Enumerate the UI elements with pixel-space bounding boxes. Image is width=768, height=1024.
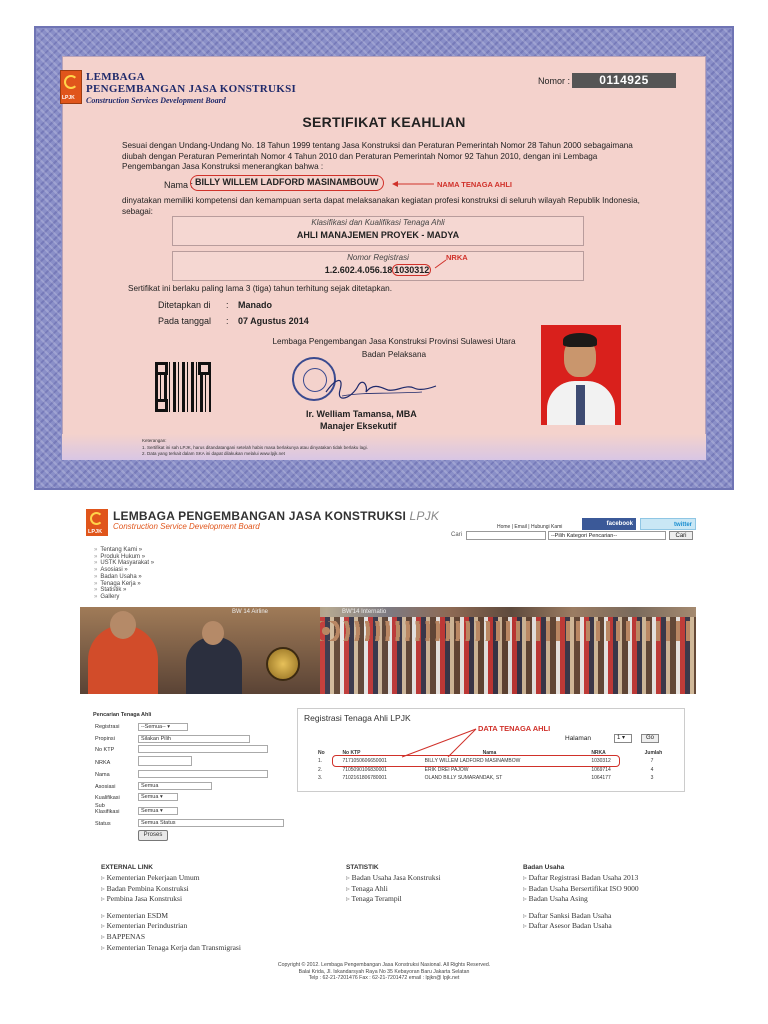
tanggal-colon: : — [226, 316, 229, 326]
tanggal-label: Pada tanggal — [158, 316, 212, 326]
search-label: Cari — [451, 532, 463, 538]
tanggal-value: 07 Agustus 2014 — [238, 316, 309, 326]
ditetapkan-colon: : — [226, 300, 229, 310]
footer-col-title: EXTERNAL LINK — [101, 864, 153, 871]
name-label: Nama : — [164, 180, 194, 190]
footer-link[interactable]: ▹ Pembina Jasa Konstruksi — [101, 894, 241, 905]
col-nama: Nama — [482, 750, 497, 756]
cell-ktp: 7171050606650001 — [342, 758, 387, 765]
subklas-select[interactable]: Semua ▾ — [138, 807, 178, 815]
propinsi-select[interactable]: Silakan Pilih — [138, 735, 250, 743]
registrasi-label: Nomor Registrasi — [347, 253, 409, 262]
halaman-label: Halaman — [565, 735, 592, 742]
copyright-line: Balai Krida, Jl. Iskandarsyah Raya No 35 Kebayoran Baru Jakarta Selatan — [298, 968, 470, 975]
asosiasi-label: Asosiasi — [95, 784, 116, 790]
go-button[interactable]: Go — [641, 734, 659, 743]
banner-person-head — [110, 611, 136, 639]
facebook-button[interactable]: facebook — [582, 518, 636, 530]
propinsi-label: Propinsi — [95, 736, 115, 742]
nama-input[interactable] — [138, 770, 268, 778]
nav-item-gallery[interactable]: » Gallery — [94, 594, 154, 601]
cell-nrka: 1069714 — [591, 766, 611, 773]
cell-nama[interactable]: OLAND BILLY SUMARANDAK, ST — [424, 775, 503, 782]
cell-jumlah: 4 — [650, 766, 654, 773]
main-nav — [94, 547, 154, 601]
footer-link[interactable]: ▹ Kementerian Pekerjaan Umum — [101, 873, 241, 884]
cert-org-line1: LEMBAGA — [86, 71, 145, 83]
status-select[interactable]: Semua Status — [138, 819, 284, 827]
footer-link[interactable]: ▹ Kementerian Perindustrian — [101, 921, 241, 932]
footer-col-external — [101, 864, 241, 953]
cell-no: 1. — [318, 758, 323, 765]
name-value: BILLY WILLEM LADFORD MASINAMBOUW — [190, 175, 384, 191]
footer-col-title: STATISTIK — [346, 864, 379, 871]
cert-org-line2: PENGEMBANGAN JASA KONSTRUKSI — [86, 83, 297, 95]
banner-photo — [80, 607, 696, 694]
ktp-input[interactable] — [138, 745, 268, 753]
subklas-label: Sub Klasifikasi — [95, 803, 120, 815]
registrasi-label: Registrasi — [95, 724, 120, 730]
col-nrka: NRKA — [591, 750, 606, 756]
qr-code-icon — [155, 362, 211, 412]
halaman-select[interactable]: 1 ▾ — [614, 734, 632, 743]
banner-caption: BW'14 Internatio — [342, 609, 387, 615]
footer-col-statistik — [346, 864, 441, 905]
registrasi-prefix: 1.2.602.4.056.18 — [324, 265, 393, 275]
nomor-value: 0114925 — [572, 73, 676, 88]
footer-link[interactable]: ▹ Badan Usaha Asing — [523, 894, 639, 905]
twitter-button[interactable]: twitter — [640, 518, 696, 530]
nav-item-ustk[interactable]: » USTK Masyarakat » — [94, 560, 154, 567]
search-panel — [93, 710, 289, 846]
note-item: 2. Data yang terkait dalam SKA ini dapat dilakukan melalui www.lpjk.net — [142, 451, 285, 456]
signature-icon — [322, 372, 442, 402]
status-label: Status — [95, 821, 111, 827]
site-subtitle: Construction Service Development Board — [113, 522, 260, 531]
certificate-title: SERTIFIKAT KEAHLIAN — [302, 114, 466, 130]
cell-ktp: 7102161806780001 — [342, 775, 387, 782]
cell-nrka: 1064177 — [591, 775, 611, 782]
search-panel-title: Pencarian Tenaga Ahli — [93, 712, 152, 718]
footer-link[interactable]: ▹ Daftar Registrasi Badan Usaha 2013 — [523, 873, 639, 884]
signer-role: Manajer Eksekutif — [320, 421, 397, 431]
copyright-line: Telp : 62-21-7201476 Fax : 62-21-7201472 email : lpjkn@ lpjk.net — [308, 975, 460, 981]
signer-name: Ir. Welliam Tamansa, MBA — [306, 409, 417, 419]
asosiasi-select[interactable]: Semua — [138, 782, 212, 790]
footer-link[interactable]: ▹ Tenaga Terampil — [346, 894, 441, 905]
klasifikasi-label: Klasifikasi dan Kualifikasi Tenaga Ahli — [311, 218, 445, 227]
search-category-select[interactable]: --Pilih Kategori Pencarian-- — [548, 531, 666, 540]
result-title: Registrasi Tenaga Ahli LPJK — [304, 713, 411, 723]
cell-no: 2. — [318, 766, 323, 773]
qr-finder — [198, 362, 211, 375]
nav-item-asosiasi[interactable]: » Asosiasi » — [94, 567, 154, 574]
cell-no: 3. — [318, 775, 323, 782]
nomor-label: Nomor : — [538, 76, 571, 86]
registrasi-nrka: 1030312 — [394, 265, 430, 275]
nav-item-badan-usaha[interactable]: » Badan Usaha » — [94, 574, 154, 581]
badan-pelaksana: Badan Pelaksana — [361, 350, 427, 359]
footer-link[interactable]: ▹ Badan Usaha Jasa Konstruksi — [346, 873, 441, 884]
footer-link[interactable]: ▹ Daftar Sanksi Badan Usaha — [523, 911, 639, 922]
klasifikasi-box — [172, 216, 584, 246]
site-logo-text: LPJK — [88, 529, 103, 535]
site-name — [113, 509, 439, 523]
gong-icon — [266, 647, 300, 681]
footer-col-badan-usaha — [523, 864, 639, 932]
site-name-abbr: LPJK — [409, 509, 440, 523]
registrasi-box — [172, 251, 584, 281]
logo-swirl-icon — [90, 512, 103, 525]
site-logo[interactable] — [86, 509, 108, 536]
cell-nama[interactable]: ERIK DREI PAJOW — [424, 766, 469, 773]
name-annotation-arrow — [392, 180, 436, 188]
holder-photo — [541, 325, 621, 425]
footer-link[interactable]: ▹ BAPPENAS — [101, 932, 241, 943]
copyright-line: Copyright © 2012. Lembaga Pengembangan Jasa Konstruksi Nasional. All Rights Reserved. — [277, 962, 491, 968]
photo-hair — [563, 333, 597, 347]
ktp-label: No KTP — [95, 747, 115, 753]
cert-org-line3: Construction Services Development Board — [86, 96, 226, 105]
banner-caption: BW 14 Airline — [232, 609, 269, 615]
nrka-input[interactable] — [138, 756, 192, 766]
search-button[interactable]: Cari — [669, 531, 693, 540]
qr-finder — [155, 362, 168, 375]
col-ktp: No KTP — [342, 750, 361, 756]
lpjk-logo — [60, 70, 82, 104]
certificate-intro: Sesuai dengan Undang-Undang No. 18 Tahun 1999 tentang Jasa Konstruksi dan Peraturan Pemerintah Nomor 28 Tahun 2000 sebagaimana diubah dengan Peraturan Pemerintah Nomor 4 Tahun 2010 dan Peraturan Pemerintah Nomor 92 Tahun 2010, dengan ini Lembaga Pengembangan Jasa Konstruksi menerangkan bahwa : — [122, 141, 633, 171]
validity-text: Sertifikat ini berlaku paling lama 3 (tiga) tahun terhitung sejak ditetapkan. — [128, 284, 392, 293]
registrasi-value — [173, 264, 583, 277]
competence-text: dinyatakan memiliki kompetensi dan kemampuan serta dapat melaksanakan kegiatan profesi konstruksi di seluruh wilayah Republik Indonesia, sebagai: — [122, 196, 640, 216]
copyright — [0, 962, 768, 982]
photo-tie — [576, 385, 585, 425]
cell-nrka: 1030312 — [591, 758, 611, 765]
logo-swirl-icon — [64, 75, 78, 89]
col-jumlah: Jumlah — [644, 750, 663, 756]
top-links[interactable]: Home | Email | Hubungi Kami — [497, 524, 563, 530]
footer-link[interactable]: ▹ Badan Pembina Konstruksi — [101, 884, 241, 895]
footer-link[interactable]: ▹ Kementerian ESDM — [101, 911, 241, 922]
search-input[interactable] — [466, 531, 546, 540]
kualifikasi-label: Kualifikasi — [95, 795, 120, 801]
footer-link[interactable]: ▹ Daftar Asesor Badan Usaha — [523, 921, 639, 932]
banner-crowd-heads — [320, 621, 696, 641]
qr-finder — [155, 399, 168, 412]
notes-title: Keterangan: — [142, 438, 167, 443]
footer-col-title: Badan Usaha — [523, 864, 565, 871]
logo-text: LPJK — [62, 95, 75, 101]
nama-label: Nama — [95, 772, 110, 778]
site-name-main: LEMBAGA PENGEMBANGAN JASA KONSTRUKSI — [113, 509, 406, 523]
nrka-annotation: NRKA — [446, 253, 468, 262]
name-annotation: NAMA TENAGA AHLI — [437, 180, 512, 189]
nav-item-tenaga-kerja[interactable]: » Tenaga Kerja » — [94, 581, 154, 588]
banner-person — [186, 637, 242, 694]
data-annotation: DATA TENAGA AHLI — [478, 724, 551, 733]
cell-jumlah: 7 — [650, 758, 654, 765]
registrasi-select[interactable]: --Semua-- ▾ — [138, 723, 188, 731]
banner-person-head — [202, 621, 224, 645]
klasifikasi-value: AHLI MANAJEMEN PROYEK - MADYA — [296, 230, 460, 240]
cell-jumlah: 3 — [650, 775, 654, 782]
nav-item-produk-hukum[interactable]: » Produk Hukum » — [94, 554, 154, 561]
proses-button[interactable]: Proses — [138, 830, 168, 841]
ditetapkan-value: Manado — [238, 300, 273, 310]
footer-link[interactable]: ▹ Badan Usaha Bersertifikat ISO 9000 — [523, 884, 639, 895]
footer-link[interactable]: ▹ Kementerian Tenaga Kerja dan Transmigrasi — [101, 943, 241, 954]
table-row[interactable] — [316, 774, 676, 783]
kualifikasi-select[interactable]: Semua ▾ — [138, 793, 178, 801]
note-item: 1. Sertifikat ini sah LPJK, harus ditandatangani setelah habis masa berlakunya atau dinyatakan tidak berlaku lagi. — [142, 444, 368, 450]
nav-item-statistik[interactable]: » Statistik » — [94, 587, 154, 594]
footer-links — [93, 864, 703, 956]
cell-nama[interactable]: BILLY WILLEM LADFORD MASINAMBOW — [424, 758, 521, 765]
data-annotation-arrows — [340, 727, 480, 759]
certificate-notes — [142, 438, 368, 458]
ditetapkan-label: Ditetapkan di — [158, 300, 211, 310]
nrka-label: NRKA — [95, 760, 111, 766]
col-no: No — [318, 750, 325, 756]
footer-link[interactable]: ▹ Tenaga Ahli — [346, 884, 441, 895]
cell-ktp: 7105090106830001 — [342, 766, 387, 773]
nav-item-tentang-kami[interactable]: » Tentang Kami » — [94, 547, 154, 554]
issuing-institution: Lembaga Pengembangan Jasa Konstruksi Provinsi Sulawesi Utara — [272, 337, 516, 346]
